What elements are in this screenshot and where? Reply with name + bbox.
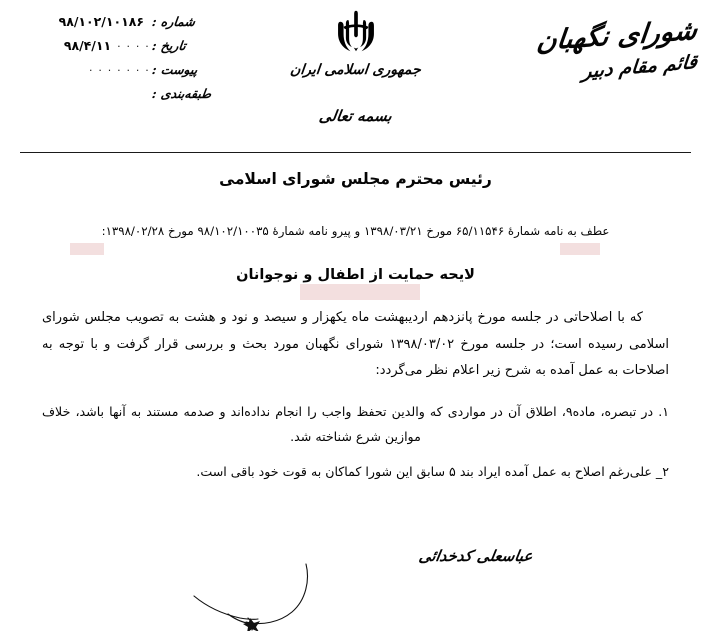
bill-title: لایحه حمایت از اطفال و نوجوانان bbox=[236, 266, 475, 283]
council-name: شورای نگهبان bbox=[535, 15, 699, 58]
basmala: بسمه تعالی bbox=[317, 107, 394, 125]
signature-block bbox=[0, 546, 711, 565]
council-identity bbox=[497, 15, 699, 83]
body-paragraph: که با اصلاحاتی در جلسه مورخ پانزدهم اردیبهشت ماه یکهزار و سیصد و نود و هشت به تصویب مجلس شورای اسلامی رسیده است؛ در جلسه مورخ ۱۳۹۸/۰۳/۰۲ شورای نگهبان مورد بحث و بررسی قرار گرفت و با توجه به اصلاحات به عمل آمده به شرح زیر اعلام نظر می‌گردد: bbox=[42, 309, 670, 379]
field-label-attachment: پیوست : bbox=[151, 62, 199, 77]
addressee-line: رئیس محترم مجلس شورای اسلامی bbox=[219, 170, 492, 188]
letterhead-fields bbox=[14, 14, 214, 110]
signature-name: عباسعلی کدخدائی bbox=[417, 547, 534, 565]
opinion-item-2: ۲_ علی‌رغم اصلاح به عمل آمده ایراد بند ۵ سابق این شورا کماکان به قوت خود باقی است. bbox=[196, 464, 669, 480]
document-body bbox=[42, 170, 669, 494]
letterhead-divider bbox=[20, 152, 691, 153]
country-name: جمهوری اسلامی ایران bbox=[289, 62, 422, 78]
opinion-item-1: ۱. در تبصره، ماده۹، اطلاق آن در مواردی که والدین تحفظ واجب را انجام نداده‌اند و صدمه مستند به آنها باشد، خلاف موازین شرع شناخته شد. bbox=[42, 403, 669, 444]
field-row-attachment bbox=[14, 62, 214, 86]
field-value-number: ۹۸/۱۰۲/۱۰۱۸۶ bbox=[58, 14, 144, 29]
letterhead bbox=[0, 0, 711, 150]
field-label-classification: طبقه‌بندی : bbox=[151, 86, 213, 101]
handwritten-signature bbox=[188, 560, 318, 631]
field-dots-date: · · · · bbox=[117, 40, 150, 53]
field-label-date: تاریخ : bbox=[151, 38, 187, 53]
field-dots-attachment: · · · · · · · bbox=[88, 64, 150, 77]
field-value-date: ۹۸/۴/۱۱ bbox=[63, 38, 112, 53]
council-role: قائم مقام دبیر bbox=[581, 50, 699, 83]
iran-emblem-icon bbox=[333, 8, 379, 54]
field-row-date bbox=[14, 38, 214, 62]
field-row-number bbox=[14, 14, 214, 38]
reference-line: عطف به نامه شمارهٔ ۶۵/۱۱۵۴۶ مورخ ۱۳۹۸/۰۳/۲۱ و پیرو نامه شمارهٔ ۹۸/۱۰۲/۱۰۰۳۵ مورخ ۱۳۹۸/۰۲/۲۸: bbox=[101, 224, 610, 238]
field-label-number: شماره : bbox=[151, 14, 196, 29]
